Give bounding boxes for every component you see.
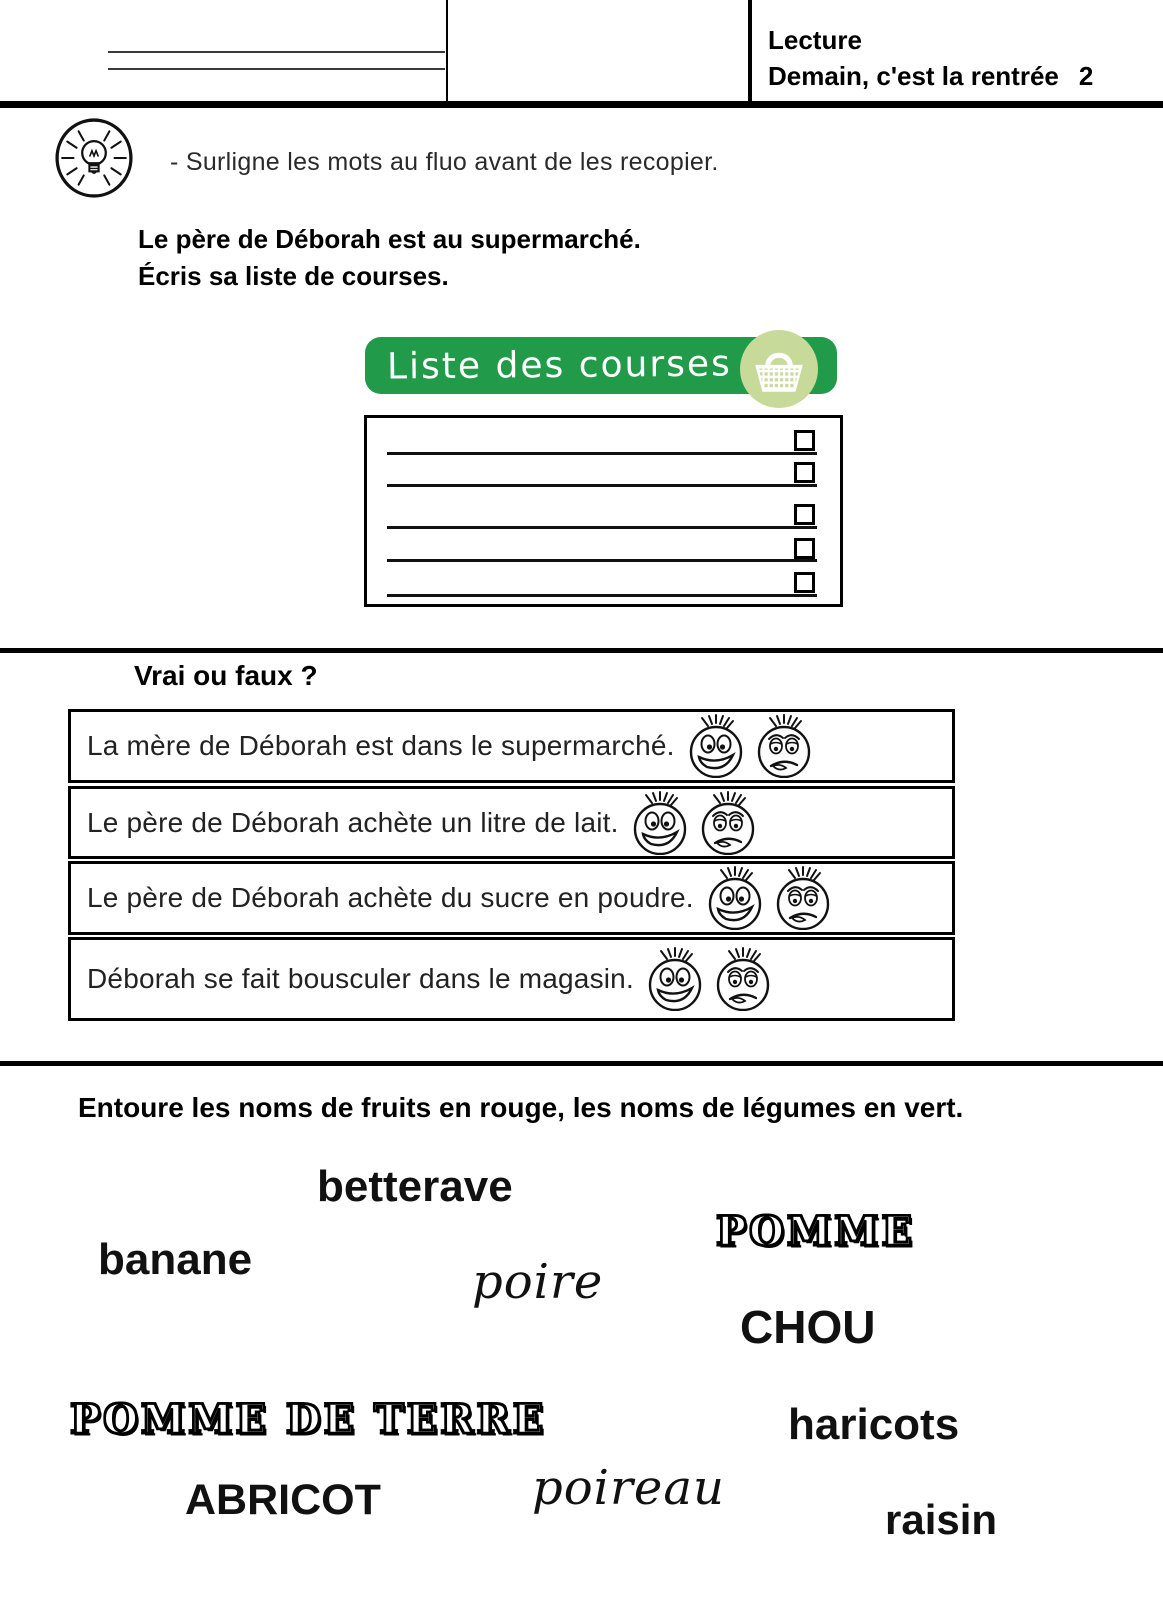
word-banane[interactable]: banane <box>98 1235 253 1284</box>
word-betterave[interactable]: betterave <box>317 1162 513 1211</box>
exercise1-prompt-line1: Le père de Déborah est au supermarché. <box>138 224 641 254</box>
happy-face-icon[interactable] <box>631 791 689 855</box>
write-line[interactable] <box>387 526 817 529</box>
header <box>768 22 1093 94</box>
checkbox[interactable] <box>794 462 815 483</box>
statement-text: Le père de Déborah achète du sucre en poudre. <box>87 882 694 913</box>
happy-face-icon[interactable] <box>646 947 704 1011</box>
sad-face-icon[interactable] <box>774 866 832 930</box>
write-line[interactable] <box>387 559 817 562</box>
header-title-row <box>768 58 1093 94</box>
sad-face-icon[interactable] <box>755 714 813 778</box>
section-divider <box>0 1061 1163 1066</box>
checkbox[interactable] <box>794 572 815 593</box>
word-poire[interactable]: poire <box>472 1254 604 1310</box>
tip-instruction: - Surligne les mots au fluo avant de les recopier. <box>170 148 719 176</box>
page-number: 2 <box>1078 61 1094 91</box>
shopping-list-title: Liste des courses <box>386 343 732 388</box>
header-rule <box>0 101 1163 108</box>
true-false-row <box>68 786 955 859</box>
section-divider <box>0 648 1163 653</box>
exercise1-prompt-line2: Écris sa liste de courses. <box>138 261 449 291</box>
statement-text: Le père de Déborah achète un litre de lait. <box>87 806 619 838</box>
word-chou[interactable]: CHOU <box>740 1301 876 1353</box>
statement-text: La mère de Déborah est dans le supermarché. <box>87 730 675 761</box>
true-false-heading: Vrai ou faux ? <box>134 660 318 691</box>
word-raisin[interactable]: raisin <box>885 1496 998 1543</box>
true-false-row <box>68 709 955 783</box>
true-false-row <box>68 861 955 935</box>
word-pomme-de-terre[interactable]: POMME DE TERRE <box>70 1396 547 1443</box>
write-line[interactable] <box>387 594 817 597</box>
write-line[interactable] <box>387 452 817 455</box>
header-divider-left <box>446 0 448 103</box>
header-subject: Lecture <box>768 25 862 55</box>
word-haricots[interactable]: haricots <box>788 1400 960 1449</box>
sad-face-icon[interactable] <box>714 947 772 1011</box>
lightbulb-icon <box>54 118 134 198</box>
sad-face-icon[interactable] <box>699 791 757 855</box>
checkbox[interactable] <box>794 430 815 451</box>
happy-face-icon[interactable] <box>687 714 745 778</box>
basket-badge <box>740 330 818 408</box>
statement-text: Déborah se fait bousculer dans le magasin. <box>87 963 634 994</box>
write-line[interactable] <box>387 484 817 487</box>
header-title: Demain, c'est la rentrée <box>768 61 1059 91</box>
checkbox[interactable] <box>794 504 815 525</box>
date-line[interactable] <box>108 68 445 70</box>
checkbox[interactable] <box>794 538 815 559</box>
exercise1-prompt <box>138 221 641 295</box>
name-line[interactable] <box>108 51 445 53</box>
basket-icon <box>748 342 810 396</box>
true-false-row <box>68 937 955 1021</box>
header-divider-right <box>748 0 752 103</box>
word-abricot[interactable]: ABRICOT <box>185 1476 381 1524</box>
word-pomme[interactable]: POMME <box>716 1208 915 1255</box>
shopping-list-box <box>364 415 843 607</box>
word-poireau[interactable]: poireau <box>532 1460 725 1516</box>
sorting-heading: Entoure les noms de fruits en rouge, les noms de légumes en vert. <box>78 1092 964 1123</box>
happy-face-icon[interactable] <box>706 866 764 930</box>
